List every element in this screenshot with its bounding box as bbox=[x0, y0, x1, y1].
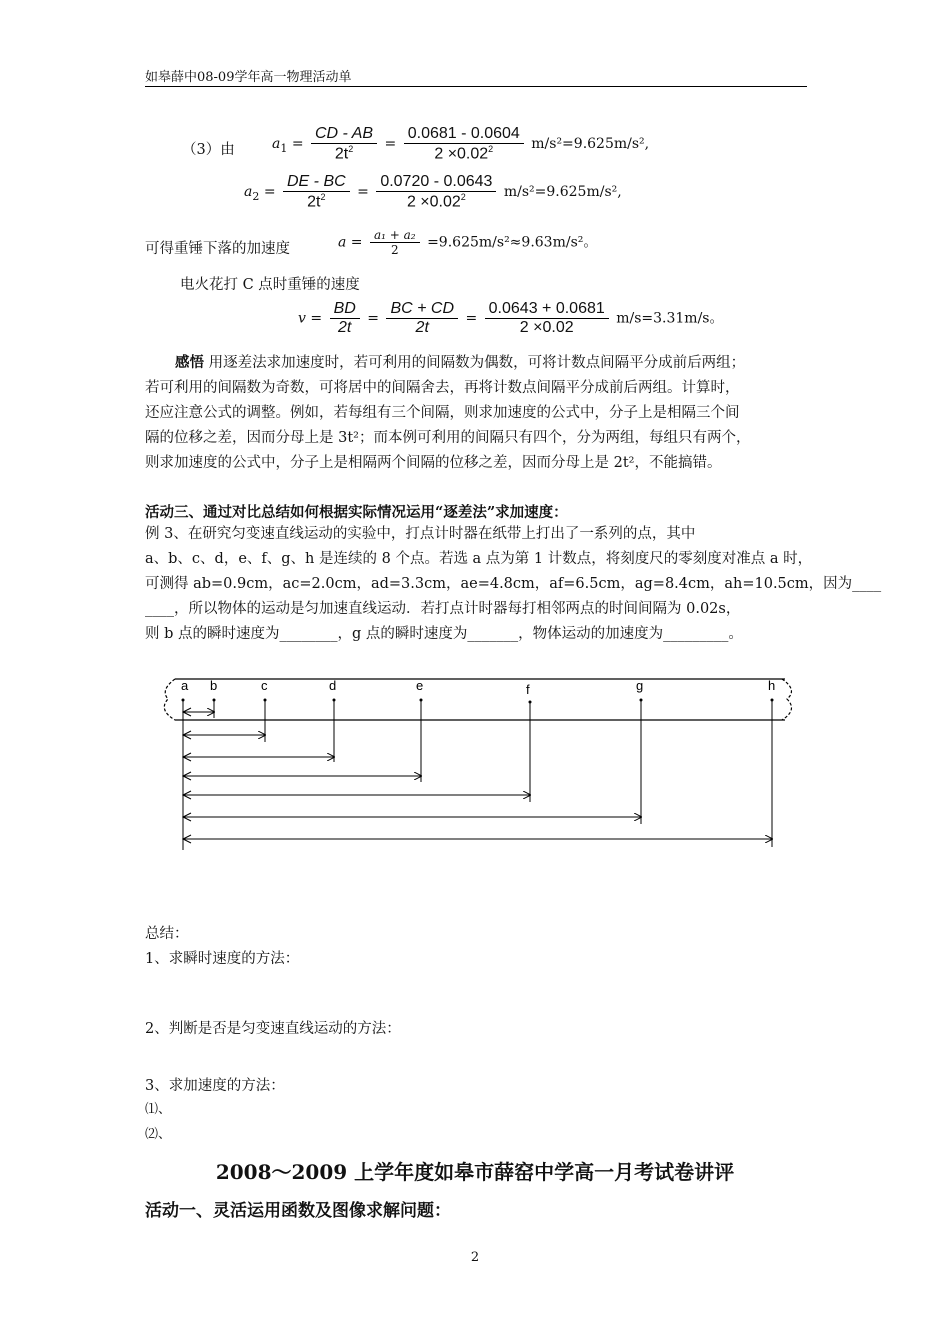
tape-left-tear bbox=[164, 679, 175, 720]
summary-q3-b: ⑵、 bbox=[145, 1127, 172, 1142]
a1-denominator: 2t bbox=[334, 145, 349, 163]
insight-line-3: 还应注意公式的调整。例如，若每组有三个间隔，则求加速度的公式中，分子上是相隔三个间 bbox=[145, 405, 740, 421]
part3-label: （3）由 bbox=[182, 142, 235, 158]
v-denominator-1: 2t bbox=[338, 319, 352, 336]
point-label-d: d bbox=[329, 678, 337, 693]
a2-numerator: DE - BC bbox=[283, 173, 350, 192]
a1-result: m/s²=9.625m/s², bbox=[531, 136, 650, 153]
a1-numerator-values: 0.0681 - 0.0604 bbox=[404, 125, 524, 144]
insight-line-5: 则求加速度的公式中，分子上是相隔两个间隔的位移之差，因而分母上是 2t²，不能搞错。 bbox=[145, 455, 722, 471]
a1-sub: 1 bbox=[280, 141, 288, 155]
summary-title: 总结： bbox=[145, 926, 189, 942]
a1-denominator-values: 2 ×0.02 bbox=[434, 145, 489, 163]
summary-q1: 1、求瞬时速度的方法： bbox=[145, 951, 300, 967]
insight-paragraph bbox=[145, 350, 750, 476]
a2-sub: 2 bbox=[252, 189, 260, 203]
v-denominator-2: 2t bbox=[415, 319, 429, 336]
point-label-a: a bbox=[181, 678, 189, 693]
accel-intro: 可得重锤下落的加速度 bbox=[145, 241, 290, 257]
v-result: m/s=3.31m/s。 bbox=[616, 310, 724, 327]
v-numerator-3: 0.0643 + 0.0681 bbox=[485, 300, 609, 319]
paper-tape-diagram bbox=[150, 672, 800, 857]
a2-denominator: 2t bbox=[307, 193, 321, 211]
page-header: 如皋薛中08-09学年高一物理活动单 bbox=[145, 70, 352, 85]
a2-denominator-values: 2 ×0.02 bbox=[406, 193, 461, 211]
activity3-example bbox=[145, 522, 881, 647]
summary-q3-a: ⑴、 bbox=[145, 1102, 172, 1117]
insight-label: 感悟 bbox=[175, 354, 204, 371]
a2-numerator-values: 0.0720 - 0.0643 bbox=[376, 173, 496, 192]
example-line-1: 例 3、在研究匀变速直线运动的实验中，打点计时器在纸带上打出了一系列的点，其中 bbox=[145, 526, 696, 542]
v-numerator-1: BD bbox=[330, 300, 360, 319]
point-label-h: h bbox=[768, 678, 776, 693]
v-numerator-2: BC + CD bbox=[386, 300, 458, 319]
point-label-g: g bbox=[636, 678, 644, 693]
point-label-f: f bbox=[526, 682, 530, 697]
insight-line-1: 用逐差法求加速度时，若可利用的间隔数为偶数，可将计数点间隔平分成前后两组； bbox=[208, 355, 746, 371]
tape-right-tear bbox=[782, 679, 791, 720]
exam-title: 2008～2009 上学年度如皋市薛窑中学高一月考试卷讲评 bbox=[215, 1160, 735, 1184]
point-label-c: c bbox=[261, 678, 268, 693]
exam-activity1: 活动一、灵活运用函数及图像求解问题： bbox=[145, 1201, 451, 1221]
a2-symbol: a bbox=[244, 184, 253, 201]
example-line-5: 则 b 点的瞬时速度为________，g 点的瞬时速度为_______，物体运动的加速度为_________。 bbox=[145, 626, 743, 642]
summary-q3: 3、求加速度的方法： bbox=[145, 1078, 285, 1094]
a1-symbol: a bbox=[272, 136, 281, 153]
velocity-intro: 电火花打 C 点时重锤的速度 bbox=[180, 277, 360, 293]
formula-a2: $a_2$ = $\frac{DE - BC}{2t^2}$ = $\frac{0.0720 - 0.0643}{2 \times 0.02^2}$ m/s²=9.625m/s², bbox=[244, 173, 622, 211]
example-line-4: ____，所以物体的运动是匀加速直线运动．若打点计时器每打相邻两点的时间间隔为 0.02s， bbox=[145, 601, 741, 617]
point-label-b: b bbox=[210, 678, 218, 693]
formula-a1: $a_1$ = $\frac{CD - AB}{2t^2}$ = $\frac{0.0681 - 0.0604}{2 \times 0.02^2}$ m/s²=9.625m/s², bbox=[272, 125, 650, 163]
accel-result: =9.625m/s²≈9.63m/s²。 bbox=[427, 234, 598, 251]
a2-result: m/s²=9.625m/s², bbox=[503, 184, 622, 201]
insight-line-4: 隔的位移之差，因而分母上是 3t²；而本例可利用的间隔只有四个，分为两组，每组只有两个， bbox=[145, 430, 751, 446]
formula-velocity: v = $\frac{BD}{2t}$ = $\frac{BC + CD}{2t}$ = $\frac{0.0643 + 0.0681}{2 \times 0.02}$ m/s=3.31m/s。 bbox=[298, 300, 724, 336]
insight-line-2: 若可利用的间隔数为奇数，可将居中的间隔舍去，再将计数点间隔平分成前后两组。计算时， bbox=[145, 380, 740, 396]
accel-numerator: a₁ + a₂ bbox=[370, 228, 420, 243]
accel-denominator: 2 bbox=[390, 243, 399, 257]
example-line-2: a、b、c、d，e、f、g、h 是连续的 8 个点。若选 a 点为第 1 计数点，将刻度尺的零刻度对准点 a 时， bbox=[145, 551, 813, 567]
header-rule bbox=[145, 86, 807, 87]
a1-numerator: CD - AB bbox=[311, 125, 377, 144]
activity3-title: 活动三、通过对比总结如何根据实际情况运用“逐差法”求加速度： bbox=[145, 504, 568, 521]
v-denominator-3: 2 ×0.02 bbox=[519, 319, 574, 336]
point-label-e: e bbox=[416, 678, 424, 693]
summary-q2: 2、判断是否是匀变速直线运动的方法： bbox=[145, 1021, 401, 1037]
formula-accel: a = $\frac{\text{a₁ + a₂}}{2}$ =9.625m/s²≈9.63m/s²。 bbox=[338, 228, 598, 257]
example-line-3: 可测得 ab=0.9cm，ac=2.0cm，ad=3.3cm，ae=4.8cm，af=6.5cm，ag=8.4cm，ah=10.5cm，因为____ bbox=[145, 576, 882, 592]
page-number: 2 bbox=[470, 1250, 480, 1265]
